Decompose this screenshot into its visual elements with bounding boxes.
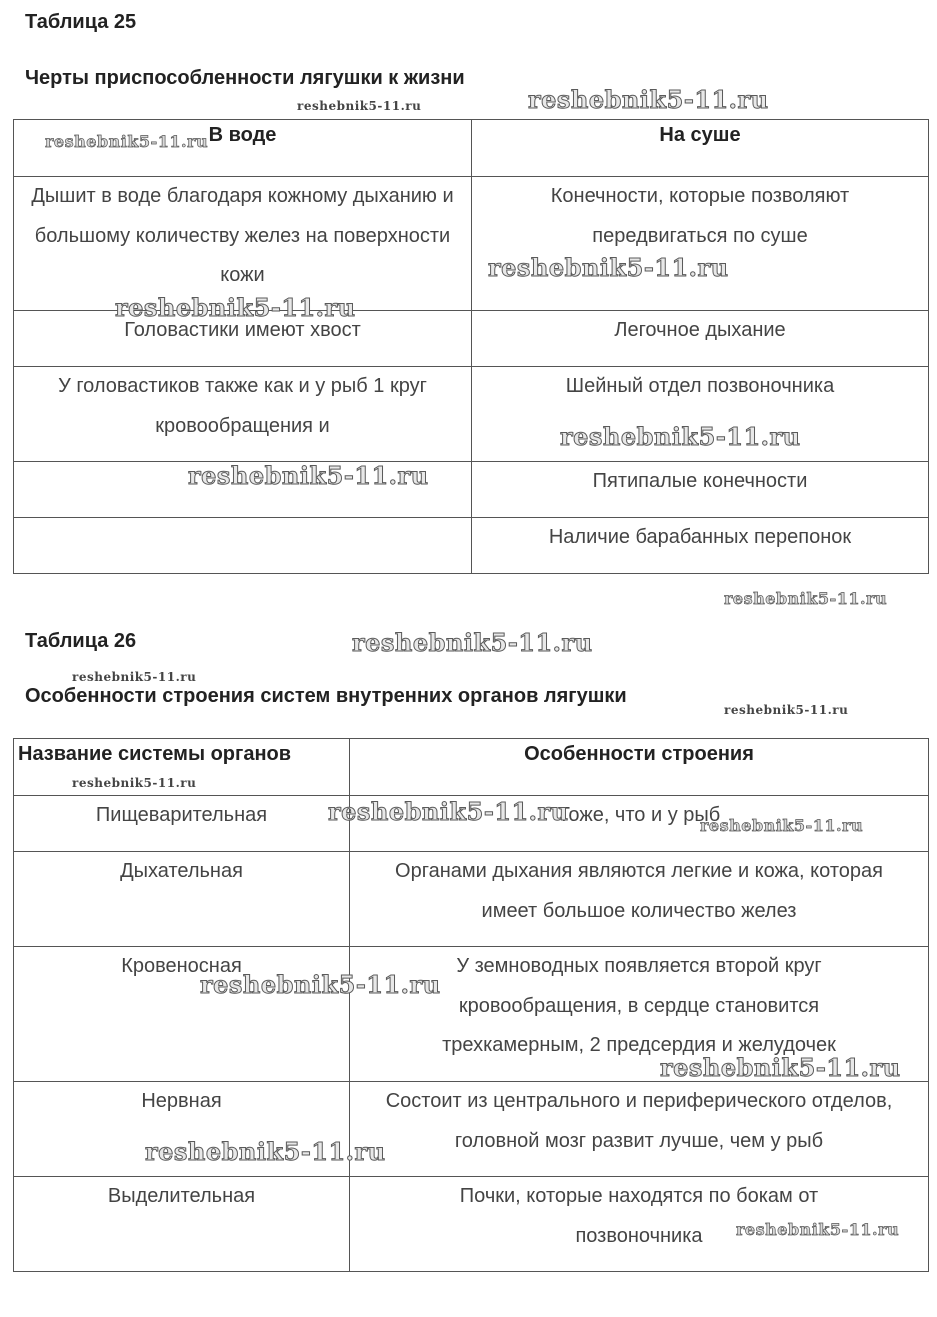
table-cell: У земноводных появляется второй круг кровообращения, в сердце становится трехкамерным, 2 предсердия и желудочек xyxy=(350,947,929,1082)
table-cell: Пятипалые конечности xyxy=(472,462,929,518)
table-25-number: Таблица 25 xyxy=(25,11,137,33)
table-cell: У головастиков также как и у рыб 1 круг кровообращения и xyxy=(14,367,472,462)
table-26-title: Особенности строения систем внутренних органов лягушки xyxy=(25,685,627,707)
table-25 xyxy=(13,119,929,574)
watermark: reshebnik5-11.ru xyxy=(200,970,441,999)
table-cell xyxy=(14,518,472,574)
watermark: reshebnik5-11.ru xyxy=(528,85,769,114)
watermark: reshebnik5-11.ru xyxy=(188,461,429,490)
watermark: reshebnik5-11.ru xyxy=(145,1137,386,1166)
table-cell xyxy=(14,462,472,518)
table-cell: Пищеварительная xyxy=(14,796,350,852)
table-cell: Дыхательная xyxy=(14,852,350,947)
table-cell: Выделительная xyxy=(14,1177,350,1272)
table-cell: Тоже, что и у рыб xyxy=(350,796,929,852)
watermark: reshebnik5-11.ru xyxy=(297,99,422,113)
watermark: reshebnik5-11.ru xyxy=(115,293,356,322)
watermark: reshebnik5-11.ru xyxy=(45,132,209,151)
watermark: reshebnik5-11.ru xyxy=(72,670,197,684)
table-cell: Наличие барабанных перепонок xyxy=(472,518,929,574)
table-cell: Состоит из центрального и периферического отделов, головной мозг развит лучше, чем у рыб xyxy=(350,1082,929,1177)
watermark: reshebnik5-11.ru xyxy=(488,253,729,282)
table-row xyxy=(14,1177,929,1272)
table-cell: Головастики имеют хвост xyxy=(14,311,472,367)
table-cell: Кровеносная xyxy=(14,947,350,1082)
table-row xyxy=(14,947,929,1082)
watermark: reshebnik5-11.ru xyxy=(736,1220,900,1239)
header-cell-features: Особенности строения xyxy=(350,739,929,796)
table-header-row xyxy=(14,120,929,177)
table-row xyxy=(14,796,929,852)
table-cell: Конечности, которые позволяют передвигаться по суше xyxy=(472,177,929,311)
table-cell: Дышит в воде благодаря кожному дыханию и большому количеству желез на поверхности кожи xyxy=(14,177,472,311)
watermark: reshebnik5-11.ru xyxy=(72,776,197,790)
header-cell-land: На суше xyxy=(472,120,929,177)
table-row xyxy=(14,518,929,574)
watermark: reshebnik5-11.ru xyxy=(660,1053,901,1082)
watermark: reshebnik5-11.ru xyxy=(328,797,569,826)
table-cell: Легочное дыхание xyxy=(472,311,929,367)
table-26-number: Таблица 26 xyxy=(25,630,137,652)
table-cell: Шейный отдел позвоночника xyxy=(472,367,929,462)
watermark: reshebnik5-11.ru xyxy=(560,422,801,451)
header-cell-water: В воде xyxy=(14,120,472,177)
watermark: reshebnik5-11.ru xyxy=(352,628,593,657)
table-cell: Органами дыхания являются легкие и кожа, которая имеет большое количество желез xyxy=(350,852,929,947)
table-row xyxy=(14,462,929,518)
table-row xyxy=(14,367,929,462)
table-row xyxy=(14,852,929,947)
table-cell: Почки, которые находятся по бокам от позвоночника xyxy=(350,1177,929,1272)
watermark: reshebnik5-11.ru xyxy=(724,703,849,717)
table-header-row xyxy=(14,739,929,796)
table-row xyxy=(14,177,929,311)
table-row xyxy=(14,311,929,367)
header-cell-system: Название системы органов xyxy=(14,739,350,796)
table-row xyxy=(14,1082,929,1177)
table-26 xyxy=(13,738,929,1272)
table-25-title: Черты приспособленности лягушки к жизни xyxy=(25,67,465,89)
watermark: reshebnik5-11.ru xyxy=(700,816,864,835)
watermark: reshebnik5-11.ru xyxy=(724,589,888,608)
table-cell: Нервная xyxy=(14,1082,350,1177)
